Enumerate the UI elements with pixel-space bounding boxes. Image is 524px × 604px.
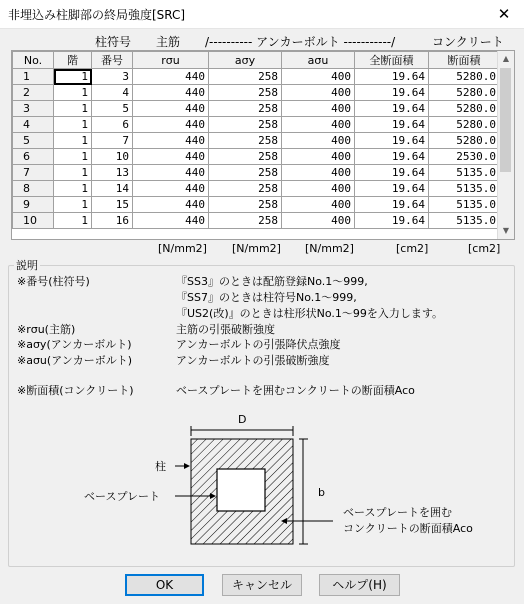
cell-number[interactable]: 3: [92, 69, 133, 85]
cell-total-area[interactable]: 19.64: [355, 181, 429, 197]
cell-section-area[interactable]: 5135.0: [429, 213, 500, 229]
cell-total-area[interactable]: 19.64: [355, 197, 429, 213]
cell-floor[interactable]: 1: [54, 117, 92, 133]
cell-section-area[interactable]: 5280.0: [429, 69, 500, 85]
row-header[interactable]: 7: [13, 165, 54, 181]
label-base-plate: ベースプレート: [84, 490, 161, 503]
header-col-no: No.: [13, 52, 54, 69]
unit-total-area: [cm2]: [396, 242, 429, 255]
row-header[interactable]: 10: [13, 213, 54, 229]
cell-a-sigma-y[interactable]: 258: [209, 165, 282, 181]
cell-r-sigma-u[interactable]: 440: [133, 197, 209, 213]
header-column-code: 柱符号: [95, 35, 132, 49]
row-header[interactable]: 3: [13, 101, 54, 117]
cell-total-area[interactable]: 19.64: [355, 149, 429, 165]
label-d: D: [238, 413, 247, 426]
explanation-legend: 説明: [16, 259, 38, 272]
cancel-button[interactable]: キャンセル: [222, 574, 302, 596]
explain-key-a-sigma-u: ※aσu(アンカーボルト): [17, 354, 133, 367]
cell-a-sigma-u[interactable]: 400: [282, 117, 355, 133]
header-col-total-area: 全断面積: [355, 52, 429, 69]
cell-a-sigma-y[interactable]: 258: [209, 197, 282, 213]
cell-section-area[interactable]: 5280.0: [429, 117, 500, 133]
cell-a-sigma-u[interactable]: 400: [282, 213, 355, 229]
label-b: b: [318, 486, 325, 499]
cell-number[interactable]: 15: [92, 197, 133, 213]
header-anchor-bolt: /---------- アンカーボルト -----------/: [205, 35, 396, 49]
explain-a-sigma-u-text: アンカーボルトの引張破断強度: [176, 354, 330, 367]
header-main-bar: 主筋: [156, 35, 181, 49]
cell-a-sigma-y[interactable]: 258: [209, 133, 282, 149]
cell-section-area[interactable]: 5280.0: [429, 133, 500, 149]
cell-floor[interactable]: 1: [54, 101, 92, 117]
cell-floor[interactable]: 1: [54, 149, 92, 165]
cell-total-area[interactable]: 19.64: [355, 117, 429, 133]
cell-r-sigma-u[interactable]: 440: [133, 181, 209, 197]
unit-r-sigma-u: [N/mm2]: [158, 242, 207, 255]
explain-number-line-3: 『US2(改)』のときは柱形状No.1～99を入力します。: [176, 307, 443, 320]
cell-floor[interactable]: 1: [54, 165, 92, 181]
header-col-a-sigma-u: aσu: [282, 52, 355, 69]
cell-section-area[interactable]: 5135.0: [429, 165, 500, 181]
cell-total-area[interactable]: 19.64: [355, 133, 429, 149]
unit-a-sigma-u: [N/mm2]: [305, 242, 354, 255]
cell-number[interactable]: 13: [92, 165, 133, 181]
cell-floor[interactable]: 1: [54, 181, 92, 197]
window-title: 非埋込み柱脚部の終局強度[SRC]: [8, 8, 186, 22]
cell-r-sigma-u[interactable]: 440: [133, 101, 209, 117]
close-icon[interactable]: ✕: [497, 5, 511, 23]
cell-total-area[interactable]: 19.64: [355, 69, 429, 85]
label-concrete-line-1: ベースプレートを囲む: [343, 506, 453, 519]
cell-section-area[interactable]: 5135.0: [429, 181, 500, 197]
header-col-number: 番号: [92, 52, 133, 69]
scroll-up-icon[interactable]: ▲: [502, 54, 510, 63]
cell-number[interactable]: 6: [92, 117, 133, 133]
base-plate: [217, 469, 265, 511]
cell-a-sigma-u[interactable]: 400: [282, 149, 355, 165]
cell-total-area[interactable]: 19.64: [355, 213, 429, 229]
cell-floor[interactable]: 1: [54, 213, 92, 229]
explain-section-area-text: ベースプレートを囲むコンクリートの断面積Aco: [176, 384, 415, 397]
cell-r-sigma-u[interactable]: 440: [133, 117, 209, 133]
cell-a-sigma-y[interactable]: 258: [209, 85, 282, 101]
cell-r-sigma-u[interactable]: 440: [133, 85, 209, 101]
cell-floor[interactable]: 1: [54, 85, 92, 101]
row-header[interactable]: 6: [13, 149, 54, 165]
cell-section-area[interactable]: 5135.0: [429, 197, 500, 213]
unit-section-area: [cm2]: [468, 242, 501, 255]
cell-a-sigma-u[interactable]: 400: [282, 165, 355, 181]
cell-a-sigma-y[interactable]: 258: [209, 213, 282, 229]
scroll-down-icon[interactable]: ▼: [502, 226, 510, 235]
cell-a-sigma-y[interactable]: 258: [209, 149, 282, 165]
explain-key-section-area: ※断面積(コンクリート): [17, 384, 134, 397]
explain-key-r-sigma-u: ※rσu(主筋): [17, 323, 76, 336]
explain-key-a-sigma-y: ※aσy(アンカーボルト): [17, 338, 132, 351]
cell-floor[interactable]: 1: [54, 133, 92, 149]
help-button[interactable]: ヘルプ(H): [319, 574, 400, 596]
row-header[interactable]: 4: [13, 117, 54, 133]
cell-a-sigma-u[interactable]: 400: [282, 69, 355, 85]
cell-a-sigma-u[interactable]: 400: [282, 181, 355, 197]
cell-a-sigma-y[interactable]: 258: [209, 101, 282, 117]
cell-total-area[interactable]: 19.64: [355, 165, 429, 181]
unit-a-sigma-y: [N/mm2]: [232, 242, 281, 255]
label-concrete-line-2: コンクリートの断面積Aco: [343, 522, 473, 535]
explain-a-sigma-y-text: アンカーボルトの引張降伏点強度: [176, 338, 341, 351]
cell-r-sigma-u[interactable]: 440: [133, 213, 209, 229]
cell-a-sigma-u[interactable]: 400: [282, 133, 355, 149]
cell-number[interactable]: 7: [92, 133, 133, 149]
cell-floor[interactable]: 1: [54, 69, 92, 85]
header-col-section-area: 断面積: [429, 52, 500, 69]
header-concrete: コンクリート: [432, 35, 504, 49]
cell-total-area[interactable]: 19.64: [355, 85, 429, 101]
cell-r-sigma-u[interactable]: 440: [133, 165, 209, 181]
cell-a-sigma-y[interactable]: 258: [209, 117, 282, 133]
cell-number[interactable]: 16: [92, 213, 133, 229]
ok-button[interactable]: OK: [125, 574, 204, 596]
cell-r-sigma-u[interactable]: 440: [133, 133, 209, 149]
explain-number-line-1: 『SS3』のときは配筋登録No.1～999,: [176, 275, 368, 288]
cell-r-sigma-u[interactable]: 440: [133, 69, 209, 85]
cell-a-sigma-y[interactable]: 258: [209, 69, 282, 85]
explain-number-line-2: 『SS7』のときは柱符号No.1～999,: [176, 291, 357, 304]
label-column: 柱: [155, 460, 166, 473]
cell-number[interactable]: 10: [92, 149, 133, 165]
cell-section-area[interactable]: 5280.0: [429, 85, 500, 101]
cell-number[interactable]: 14: [92, 181, 133, 197]
cell-section-area[interactable]: 2530.0: [429, 149, 500, 165]
cell-a-sigma-u[interactable]: 400: [282, 101, 355, 117]
cell-r-sigma-u[interactable]: 440: [133, 149, 209, 165]
cell-a-sigma-y[interactable]: 258: [209, 181, 282, 197]
cell-section-area[interactable]: 5280.0: [429, 101, 500, 117]
row-header[interactable]: 9: [13, 197, 54, 213]
row-header[interactable]: 8: [13, 181, 54, 197]
cell-a-sigma-u[interactable]: 400: [282, 197, 355, 213]
row-header[interactable]: 5: [13, 133, 54, 149]
header-col-floor: 階: [54, 52, 92, 69]
cell-a-sigma-u[interactable]: 400: [282, 85, 355, 101]
cell-number[interactable]: 5: [92, 101, 133, 117]
cell-total-area[interactable]: 19.64: [355, 101, 429, 117]
row-header[interactable]: 1: [13, 69, 54, 85]
header-col-r-sigma-u: rσu: [133, 52, 209, 69]
explain-r-sigma-u-text: 主筋の引張破断強度: [176, 323, 275, 336]
cell-floor[interactable]: 1: [54, 197, 92, 213]
cell-number[interactable]: 4: [92, 85, 133, 101]
header-col-a-sigma-y: aσy: [209, 52, 282, 69]
explain-key-number: ※番号(柱符号): [17, 275, 90, 288]
row-header[interactable]: 2: [13, 85, 54, 101]
